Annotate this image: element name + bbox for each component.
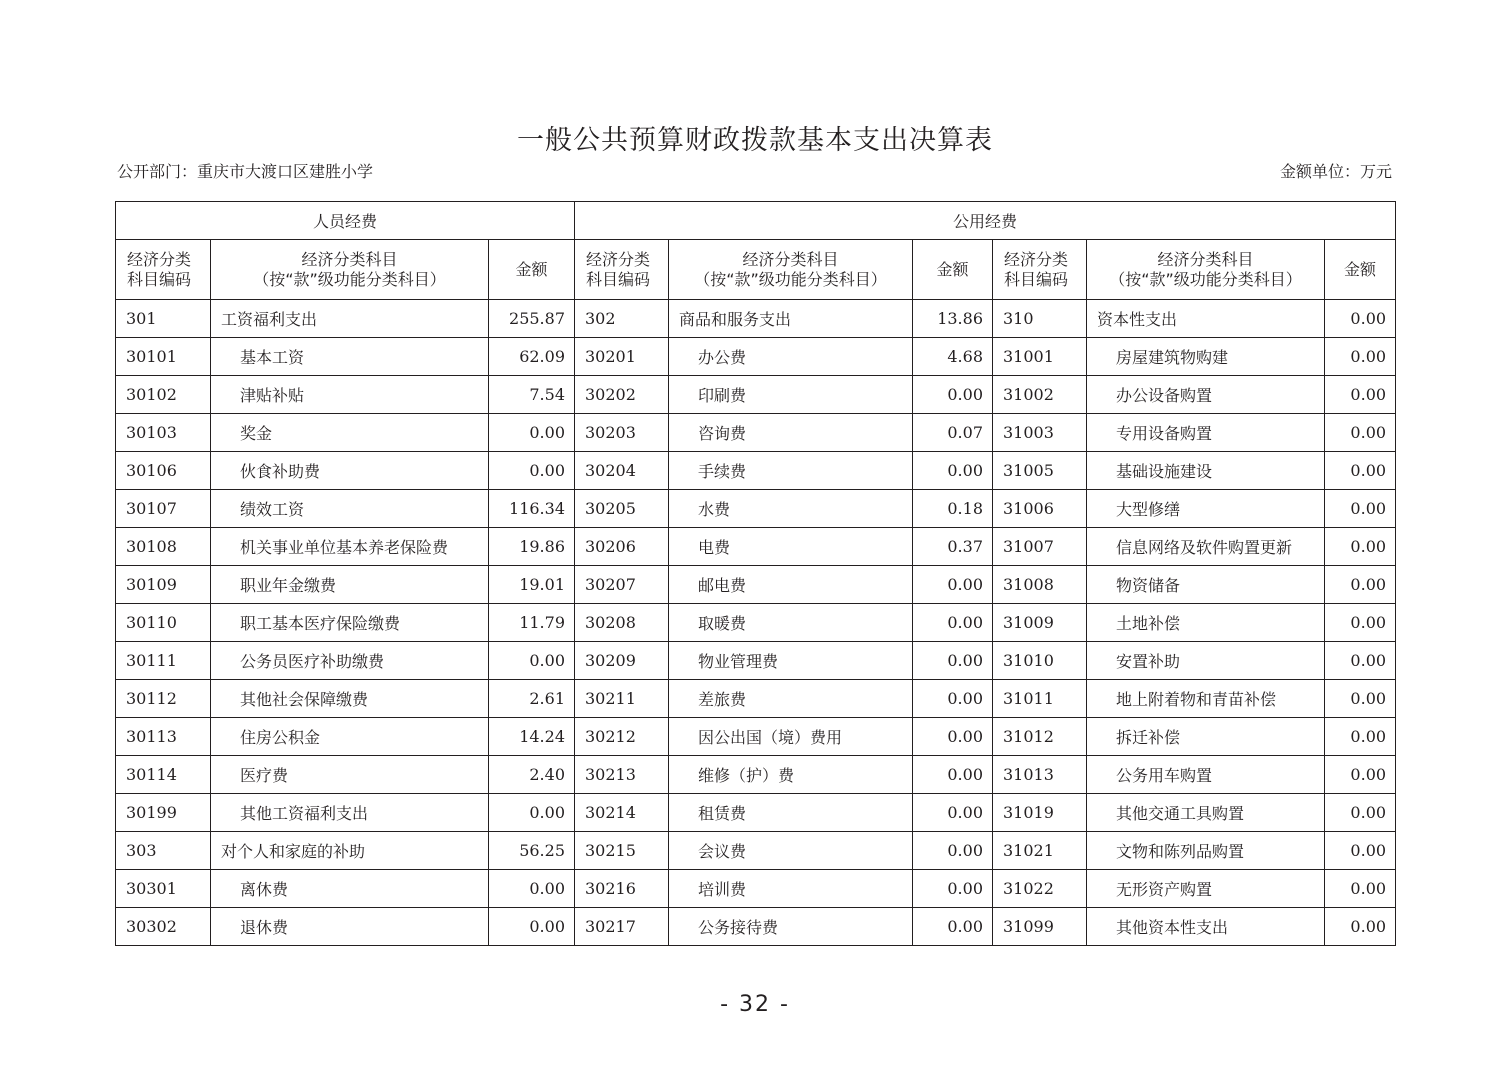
cell-code: 302 [575, 300, 669, 338]
cell-code: 31013 [993, 756, 1087, 794]
cell-amount: 0.07 [913, 414, 993, 452]
cell-amount: 0.00 [489, 870, 575, 908]
column-header-name: 经济分类科目 （按“款”级功能分类科目） [211, 240, 489, 300]
cell-name: 退休费 [211, 908, 489, 946]
cell-code: 30109 [116, 566, 211, 604]
cell-name: 手续费 [669, 452, 913, 490]
cell-name: 安置补助 [1087, 642, 1325, 680]
cell-name: 电费 [669, 528, 913, 566]
cell-code: 30209 [575, 642, 669, 680]
cell-code: 301 [116, 300, 211, 338]
cell-amount: 19.01 [489, 566, 575, 604]
cell-code: 30199 [116, 794, 211, 832]
cell-name: 会议费 [669, 832, 913, 870]
cell-code: 31011 [993, 680, 1087, 718]
cell-amount: 0.00 [1325, 794, 1396, 832]
cell-amount: 2.61 [489, 680, 575, 718]
cell-name: 其他资本性支出 [1087, 908, 1325, 946]
cell-code: 30207 [575, 566, 669, 604]
table-row [116, 908, 1396, 946]
cell-code: 30108 [116, 528, 211, 566]
table-row [116, 604, 1396, 642]
cell-name: 无形资产购置 [1087, 870, 1325, 908]
cell-name: 奖金 [211, 414, 489, 452]
cell-code: 30203 [575, 414, 669, 452]
cell-name: 拆迁补偿 [1087, 718, 1325, 756]
group-header-public: 公用经费 [575, 202, 1396, 240]
cell-code: 30206 [575, 528, 669, 566]
cell-name: 职工基本医疗保险缴费 [211, 604, 489, 642]
cell-name: 机关事业单位基本养老保险费 [211, 528, 489, 566]
column-header-code: 经济分类 科目编码 [575, 240, 669, 300]
cell-name: 基本工资 [211, 338, 489, 376]
cell-amount: 0.00 [913, 680, 993, 718]
cell-code: 31008 [993, 566, 1087, 604]
cell-amount: 19.86 [489, 528, 575, 566]
cell-amount: 0.00 [913, 376, 993, 414]
cell-amount: 0.00 [489, 452, 575, 490]
cell-amount: 11.79 [489, 604, 575, 642]
cell-amount: 0.37 [913, 528, 993, 566]
cell-amount: 0.00 [1325, 490, 1396, 528]
cell-name: 商品和服务支出 [669, 300, 913, 338]
cell-name: 公务员医疗补助缴费 [211, 642, 489, 680]
cell-amount: 0.00 [913, 604, 993, 642]
cell-code: 31006 [993, 490, 1087, 528]
table-row [116, 300, 1396, 338]
cell-name: 医疗费 [211, 756, 489, 794]
cell-name: 工资福利支出 [211, 300, 489, 338]
cell-name: 住房公积金 [211, 718, 489, 756]
cell-code: 30114 [116, 756, 211, 794]
cell-name: 租赁费 [669, 794, 913, 832]
cell-code: 31005 [993, 452, 1087, 490]
cell-amount: 0.00 [489, 794, 575, 832]
cell-amount: 13.86 [913, 300, 993, 338]
table-row [116, 338, 1396, 376]
cell-name: 办公设备购置 [1087, 376, 1325, 414]
cell-code: 30204 [575, 452, 669, 490]
table-row [116, 528, 1396, 566]
cell-amount: 14.24 [489, 718, 575, 756]
cell-code: 30106 [116, 452, 211, 490]
cell-name: 其他交通工具购置 [1087, 794, 1325, 832]
cell-amount: 0.00 [913, 756, 993, 794]
cell-amount: 0.00 [1325, 300, 1396, 338]
cell-name: 其他社会保障缴费 [211, 680, 489, 718]
cell-name: 绩效工资 [211, 490, 489, 528]
cell-amount: 0.00 [913, 718, 993, 756]
cell-code: 30215 [575, 832, 669, 870]
cell-code: 30205 [575, 490, 669, 528]
cell-amount: 0.00 [489, 642, 575, 680]
cell-name: 津贴补贴 [211, 376, 489, 414]
cell-name: 大型修缮 [1087, 490, 1325, 528]
cell-amount: 0.00 [489, 908, 575, 946]
table-row [116, 870, 1396, 908]
cell-code: 30216 [575, 870, 669, 908]
cell-amount: 0.18 [913, 490, 993, 528]
cell-code: 30107 [116, 490, 211, 528]
cell-code: 31002 [993, 376, 1087, 414]
cell-name: 对个人和家庭的补助 [211, 832, 489, 870]
cell-name: 水费 [669, 490, 913, 528]
cell-amount: 0.00 [1325, 908, 1396, 946]
cell-amount: 0.00 [913, 642, 993, 680]
column-header-amount: 金额 [489, 240, 575, 300]
table-body [116, 300, 1396, 946]
cell-name: 地上附着物和青苗补偿 [1087, 680, 1325, 718]
table-row [116, 642, 1396, 680]
cell-amount: 0.00 [913, 452, 993, 490]
cell-name: 职业年金缴费 [211, 566, 489, 604]
cell-amount: 0.00 [913, 566, 993, 604]
cell-code: 30101 [116, 338, 211, 376]
cell-amount: 2.40 [489, 756, 575, 794]
cell-amount: 0.00 [1325, 338, 1396, 376]
cell-code: 31009 [993, 604, 1087, 642]
table-row [116, 832, 1396, 870]
cell-name: 取暖费 [669, 604, 913, 642]
cell-name: 房屋建筑物购建 [1087, 338, 1325, 376]
cell-name: 物业管理费 [669, 642, 913, 680]
cell-amount: 0.00 [913, 870, 993, 908]
table-row [116, 452, 1396, 490]
cell-name: 文物和陈列品购置 [1087, 832, 1325, 870]
cell-name: 公务接待费 [669, 908, 913, 946]
cell-name: 印刷费 [669, 376, 913, 414]
table-row [116, 756, 1396, 794]
cell-name: 办公费 [669, 338, 913, 376]
cell-amount: 255.87 [489, 300, 575, 338]
cell-code: 310 [993, 300, 1087, 338]
page-number: - 32 - [720, 992, 790, 1017]
cell-name: 邮电费 [669, 566, 913, 604]
cell-code: 31099 [993, 908, 1087, 946]
group-header-personnel: 人员经费 [116, 202, 575, 240]
expenditure-table [115, 201, 1396, 946]
column-header-name: 经济分类科目 （按“款”级功能分类科目） [1087, 240, 1325, 300]
cell-name: 离休费 [211, 870, 489, 908]
cell-name: 公务用车购置 [1087, 756, 1325, 794]
cell-code: 30112 [116, 680, 211, 718]
cell-name: 信息网络及软件购置更新 [1087, 528, 1325, 566]
cell-name: 其他工资福利支出 [211, 794, 489, 832]
page-title: 一般公共预算财政拨款基本支出决算表 [517, 125, 993, 156]
column-header-code: 经济分类 科目编码 [993, 240, 1087, 300]
cell-code: 30102 [116, 376, 211, 414]
department-label: 公开部门：重庆市大渡口区建胜小学 [117, 162, 374, 181]
cell-code: 31010 [993, 642, 1087, 680]
table-row [116, 794, 1396, 832]
cell-code: 30301 [116, 870, 211, 908]
cell-code: 30217 [575, 908, 669, 946]
column-header-name: 经济分类科目 （按“款”级功能分类科目） [669, 240, 913, 300]
cell-amount: 0.00 [1325, 376, 1396, 414]
cell-name: 差旅费 [669, 680, 913, 718]
cell-code: 30201 [575, 338, 669, 376]
cell-name: 培训费 [669, 870, 913, 908]
cell-amount: 0.00 [913, 908, 993, 946]
table-row [116, 414, 1396, 452]
cell-amount: 4.68 [913, 338, 993, 376]
cell-code: 303 [116, 832, 211, 870]
cell-amount: 7.54 [489, 376, 575, 414]
cell-code: 31012 [993, 718, 1087, 756]
cell-amount: 0.00 [1325, 680, 1396, 718]
cell-amount: 62.09 [489, 338, 575, 376]
table-row [116, 718, 1396, 756]
cell-code: 31022 [993, 870, 1087, 908]
cell-amount: 0.00 [1325, 642, 1396, 680]
cell-code: 31007 [993, 528, 1087, 566]
cell-amount: 0.00 [1325, 566, 1396, 604]
cell-amount: 0.00 [1325, 452, 1396, 490]
cell-code: 30110 [116, 604, 211, 642]
cell-code: 30113 [116, 718, 211, 756]
cell-name: 资本性支出 [1087, 300, 1325, 338]
column-header-amount: 金额 [1325, 240, 1396, 300]
cell-amount: 0.00 [1325, 528, 1396, 566]
cell-code: 30211 [575, 680, 669, 718]
cell-amount: 0.00 [1325, 870, 1396, 908]
cell-name: 专用设备购置 [1087, 414, 1325, 452]
cell-code: 30213 [575, 756, 669, 794]
cell-code: 31001 [993, 338, 1087, 376]
cell-amount: 116.34 [489, 490, 575, 528]
cell-code: 30302 [116, 908, 211, 946]
cell-name: 基础设施建设 [1087, 452, 1325, 490]
cell-name: 伙食补助费 [211, 452, 489, 490]
cell-name: 物资储备 [1087, 566, 1325, 604]
cell-code: 30202 [575, 376, 669, 414]
cell-name: 咨询费 [669, 414, 913, 452]
cell-amount: 56.25 [489, 832, 575, 870]
cell-amount: 0.00 [1325, 414, 1396, 452]
cell-code: 31021 [993, 832, 1087, 870]
column-header-amount: 金额 [913, 240, 993, 300]
cell-code: 31003 [993, 414, 1087, 452]
cell-amount: 0.00 [489, 414, 575, 452]
cell-code: 30212 [575, 718, 669, 756]
cell-code: 30208 [575, 604, 669, 642]
cell-amount: 0.00 [1325, 604, 1396, 642]
table-row [116, 376, 1396, 414]
unit-label: 金额单位：万元 [1279, 162, 1392, 181]
cell-name: 维修（护）费 [669, 756, 913, 794]
cell-amount: 0.00 [913, 794, 993, 832]
cell-name: 因公出国（境）费用 [669, 718, 913, 756]
cell-code: 30111 [116, 642, 211, 680]
cell-code: 30214 [575, 794, 669, 832]
cell-code: 30103 [116, 414, 211, 452]
cell-amount: 0.00 [913, 832, 993, 870]
cell-amount: 0.00 [1325, 832, 1396, 870]
cell-amount: 0.00 [1325, 756, 1396, 794]
cell-amount: 0.00 [1325, 718, 1396, 756]
cell-name: 土地补偿 [1087, 604, 1325, 642]
table-row [116, 566, 1396, 604]
column-header-code: 经济分类 科目编码 [116, 240, 211, 300]
cell-code: 31019 [993, 794, 1087, 832]
table-row [116, 680, 1396, 718]
table-row [116, 490, 1396, 528]
